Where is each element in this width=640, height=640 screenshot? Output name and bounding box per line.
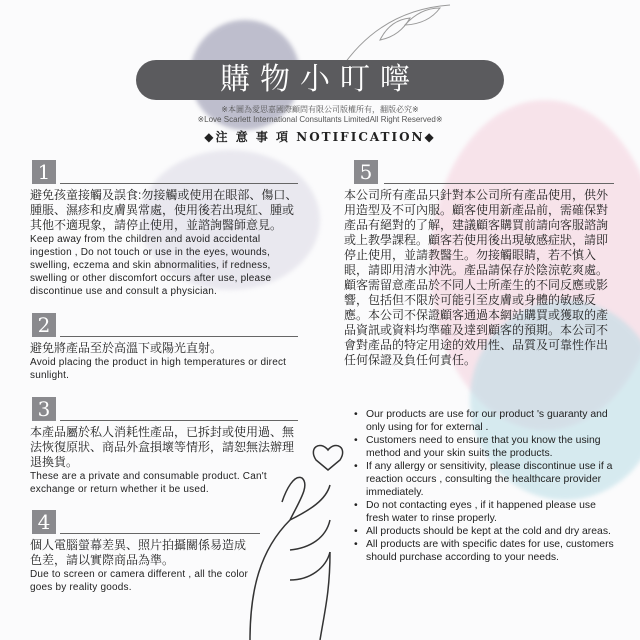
list-item: • Customers need to ensure that you know the using method and your skin suits the products. xyxy=(354,434,618,460)
section-text-zh: 避免孩童接觸及誤食:勿接觸或使用在眼部、傷口、腫脹、濕疹和皮膚異常處，使用後若出現紅、腫或其他不適現象，請停止使用，並諮詢醫師意見。 xyxy=(30,188,298,232)
section-text-zh-2: 顧客需留意產品於不同人士所產生的不同反應或影響，包括但不限於可能引至皮膚或身體的敏感反應。本公司不保證顧客通過本網站購買或獲取的產品資訊或資料均準確及達到顧客的預期。本公司不會對產品的特定用途的效用性、品質及可靠性作出任何保證及負任何責任。 xyxy=(344,278,609,367)
section-number: 4 xyxy=(32,510,56,534)
divider xyxy=(60,336,298,337)
list-item: • All products should be kept at the cold and dry areas. xyxy=(354,525,618,538)
list-item: • Do not contacting eyes , if it happened please use fresh water to rinse properly. xyxy=(354,499,618,525)
list-item: • Our products are use for our product 's guaranty and only using for for external . xyxy=(354,408,618,434)
list-item: • If any allergy or sensitivity, please discontinue use if a reaction occurs , consulting the healthcare provider immediately. xyxy=(354,460,618,499)
section-text-zh: 個人電腦螢幕差異、照片拍攝關係易造成色差，請以實際商品為準。 xyxy=(30,538,247,567)
divider xyxy=(60,183,298,184)
section-number: 5 xyxy=(354,160,378,184)
list-item: • All products are with specific dates for use, customers should purchase according to your needs. xyxy=(354,538,618,564)
section-text-zh: 避免將產品至於高溫下或陽光直射。 xyxy=(30,341,223,355)
divider xyxy=(60,420,298,421)
section-text-en: Keep away from the children and avoid accidental ingestion , Do not touch or use in the eyes, wounds, swelling, eczema and skin abnormalities, if redness, swelling or other discomfort occurs after use, please discontinue use and consult a physician. xyxy=(30,234,272,297)
copyright-en: ※Love Scarlett International Consultants LimitedAll Right Reserved※ xyxy=(197,115,443,124)
section-number: 2 xyxy=(32,313,56,337)
page-title: 購物小叮嚀 xyxy=(136,60,504,100)
notice-heading: ◆注 意 事 項 NOTIFICATION◆ xyxy=(204,130,436,144)
section-text-zh: 本產品屬於私人消耗性產品，已拆封或使用過、無法恢復原狀、商品外盒損壞等情形，請恕無法辦理退換貨。 xyxy=(30,425,295,469)
copyright-zh: ※本圖為愛思嘉國際顧問有限公司版權所有，翻版必究※ xyxy=(221,105,419,114)
section-text-en: Due to screen or camera different , all the color goes by reality goods. xyxy=(30,569,249,593)
section-text-zh: 本公司所有產品只針對本公司所有產品使用，供外用造型及不可內服。顧客使用新產品前，需確保對產品有絕對的了解，建議顧客購買前請向客服諮詢或上教學課程。顧客若使用後出現敏感症狀，請即停止使用，並請教醫生。勿接觸眼睛，若不慎入眼，請即用清水沖洗。產品請保存於陰涼乾爽處。 xyxy=(344,188,609,277)
divider xyxy=(384,183,614,184)
hand-heart-icon xyxy=(230,440,360,640)
section-text-en: These are a private and consumable product. Can't exchange or return whether it be used. xyxy=(30,471,267,495)
section-number: 3 xyxy=(32,397,56,421)
section-number: 1 xyxy=(32,160,56,184)
section-text-en: Avoid placing the product in high temperatures or direct sunlight. xyxy=(30,357,287,381)
bullet-list xyxy=(354,408,618,564)
